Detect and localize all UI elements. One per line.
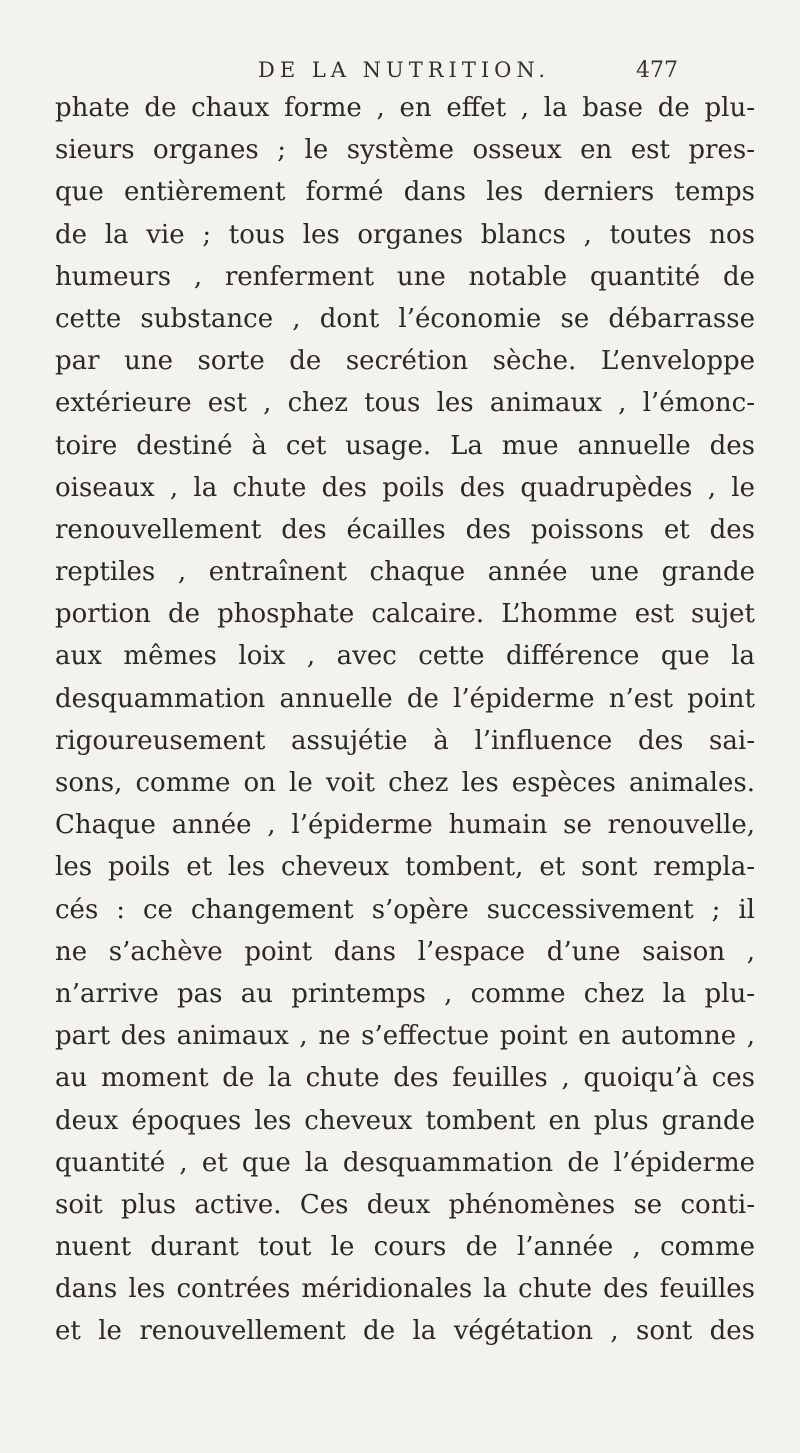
text-line: les poils et les cheveux tombent, et sont rempla- (55, 852, 755, 883)
page-number: 477 (636, 58, 678, 83)
text-line: cette substance , dont l’économie se débarrasse (55, 303, 755, 334)
text-line: au moment de la chute des feuilles , quoiqu’à ces (55, 1063, 755, 1094)
text-line: quantité , et que la desquammation de l’épiderme (55, 1147, 755, 1178)
text-line: humeurs , renferment une notable quantité de (55, 261, 755, 292)
text-line: part des animaux , ne s’effectue point en automne , (55, 1021, 755, 1052)
text-line: extérieure est , chez tous les animaux , l’émonc- (55, 388, 755, 419)
text-line: que entièrement formé dans les derniers temps (55, 177, 755, 208)
text-line: sons, comme on le voit chez les espèces animales. (55, 768, 755, 798)
text-line: Chaque année , l’épiderme humain se renouvelle, (55, 810, 755, 841)
body-text (55, 87, 755, 1353)
text-line: de la vie ; tous les organes blancs , toutes nos (55, 219, 755, 250)
text-line: phate de chaux forme , en effet , la base de plu- (55, 93, 755, 123)
page-header (258, 58, 678, 88)
text-line: deux époques les cheveux tombent en plus grande (55, 1105, 755, 1136)
text-line: dans les contrées méridionales la chute des feuilles (55, 1274, 755, 1305)
text-line: aux mêmes loix , avec cette différence que la (55, 641, 755, 672)
text-line: oiseaux , la chute des poils des quadrupèdes , le (55, 472, 755, 503)
running-title: DE LA NUTRITION. (258, 58, 551, 82)
text-line: ne s’achève point dans l’espace d’une saison , (55, 936, 755, 967)
text-line: nuent durant tout le cours de l’année , comme (55, 1232, 755, 1263)
text-line: toire destiné à cet usage. La mue annuelle des (55, 430, 755, 461)
text-line: reptiles , entraînent chaque année une grande (55, 557, 755, 588)
text-line: cés : ce changement s’opère successivement ; il (55, 894, 755, 925)
text-line: renouvellement des écailles des poissons et des (55, 514, 755, 545)
text-line: par une sorte de secrétion sèche. L’enveloppe (55, 346, 755, 377)
text-line: desquammation annuelle de l’épiderme n’est point (55, 683, 755, 714)
text-line: soit plus active. Ces deux phénomènes se conti- (55, 1189, 755, 1220)
text-line: sieurs organes ; le système osseux en est pres- (55, 135, 755, 166)
text-line: portion de phosphate calcaire. L’homme est sujet (55, 599, 755, 630)
text-line: et le renouvellement de la végétation , sont des (55, 1316, 755, 1347)
text-line: n’arrive pas au printemps , comme chez la plu- (55, 978, 755, 1009)
text-line: rigoureusement assujétie à l’influence des sai- (55, 725, 755, 756)
